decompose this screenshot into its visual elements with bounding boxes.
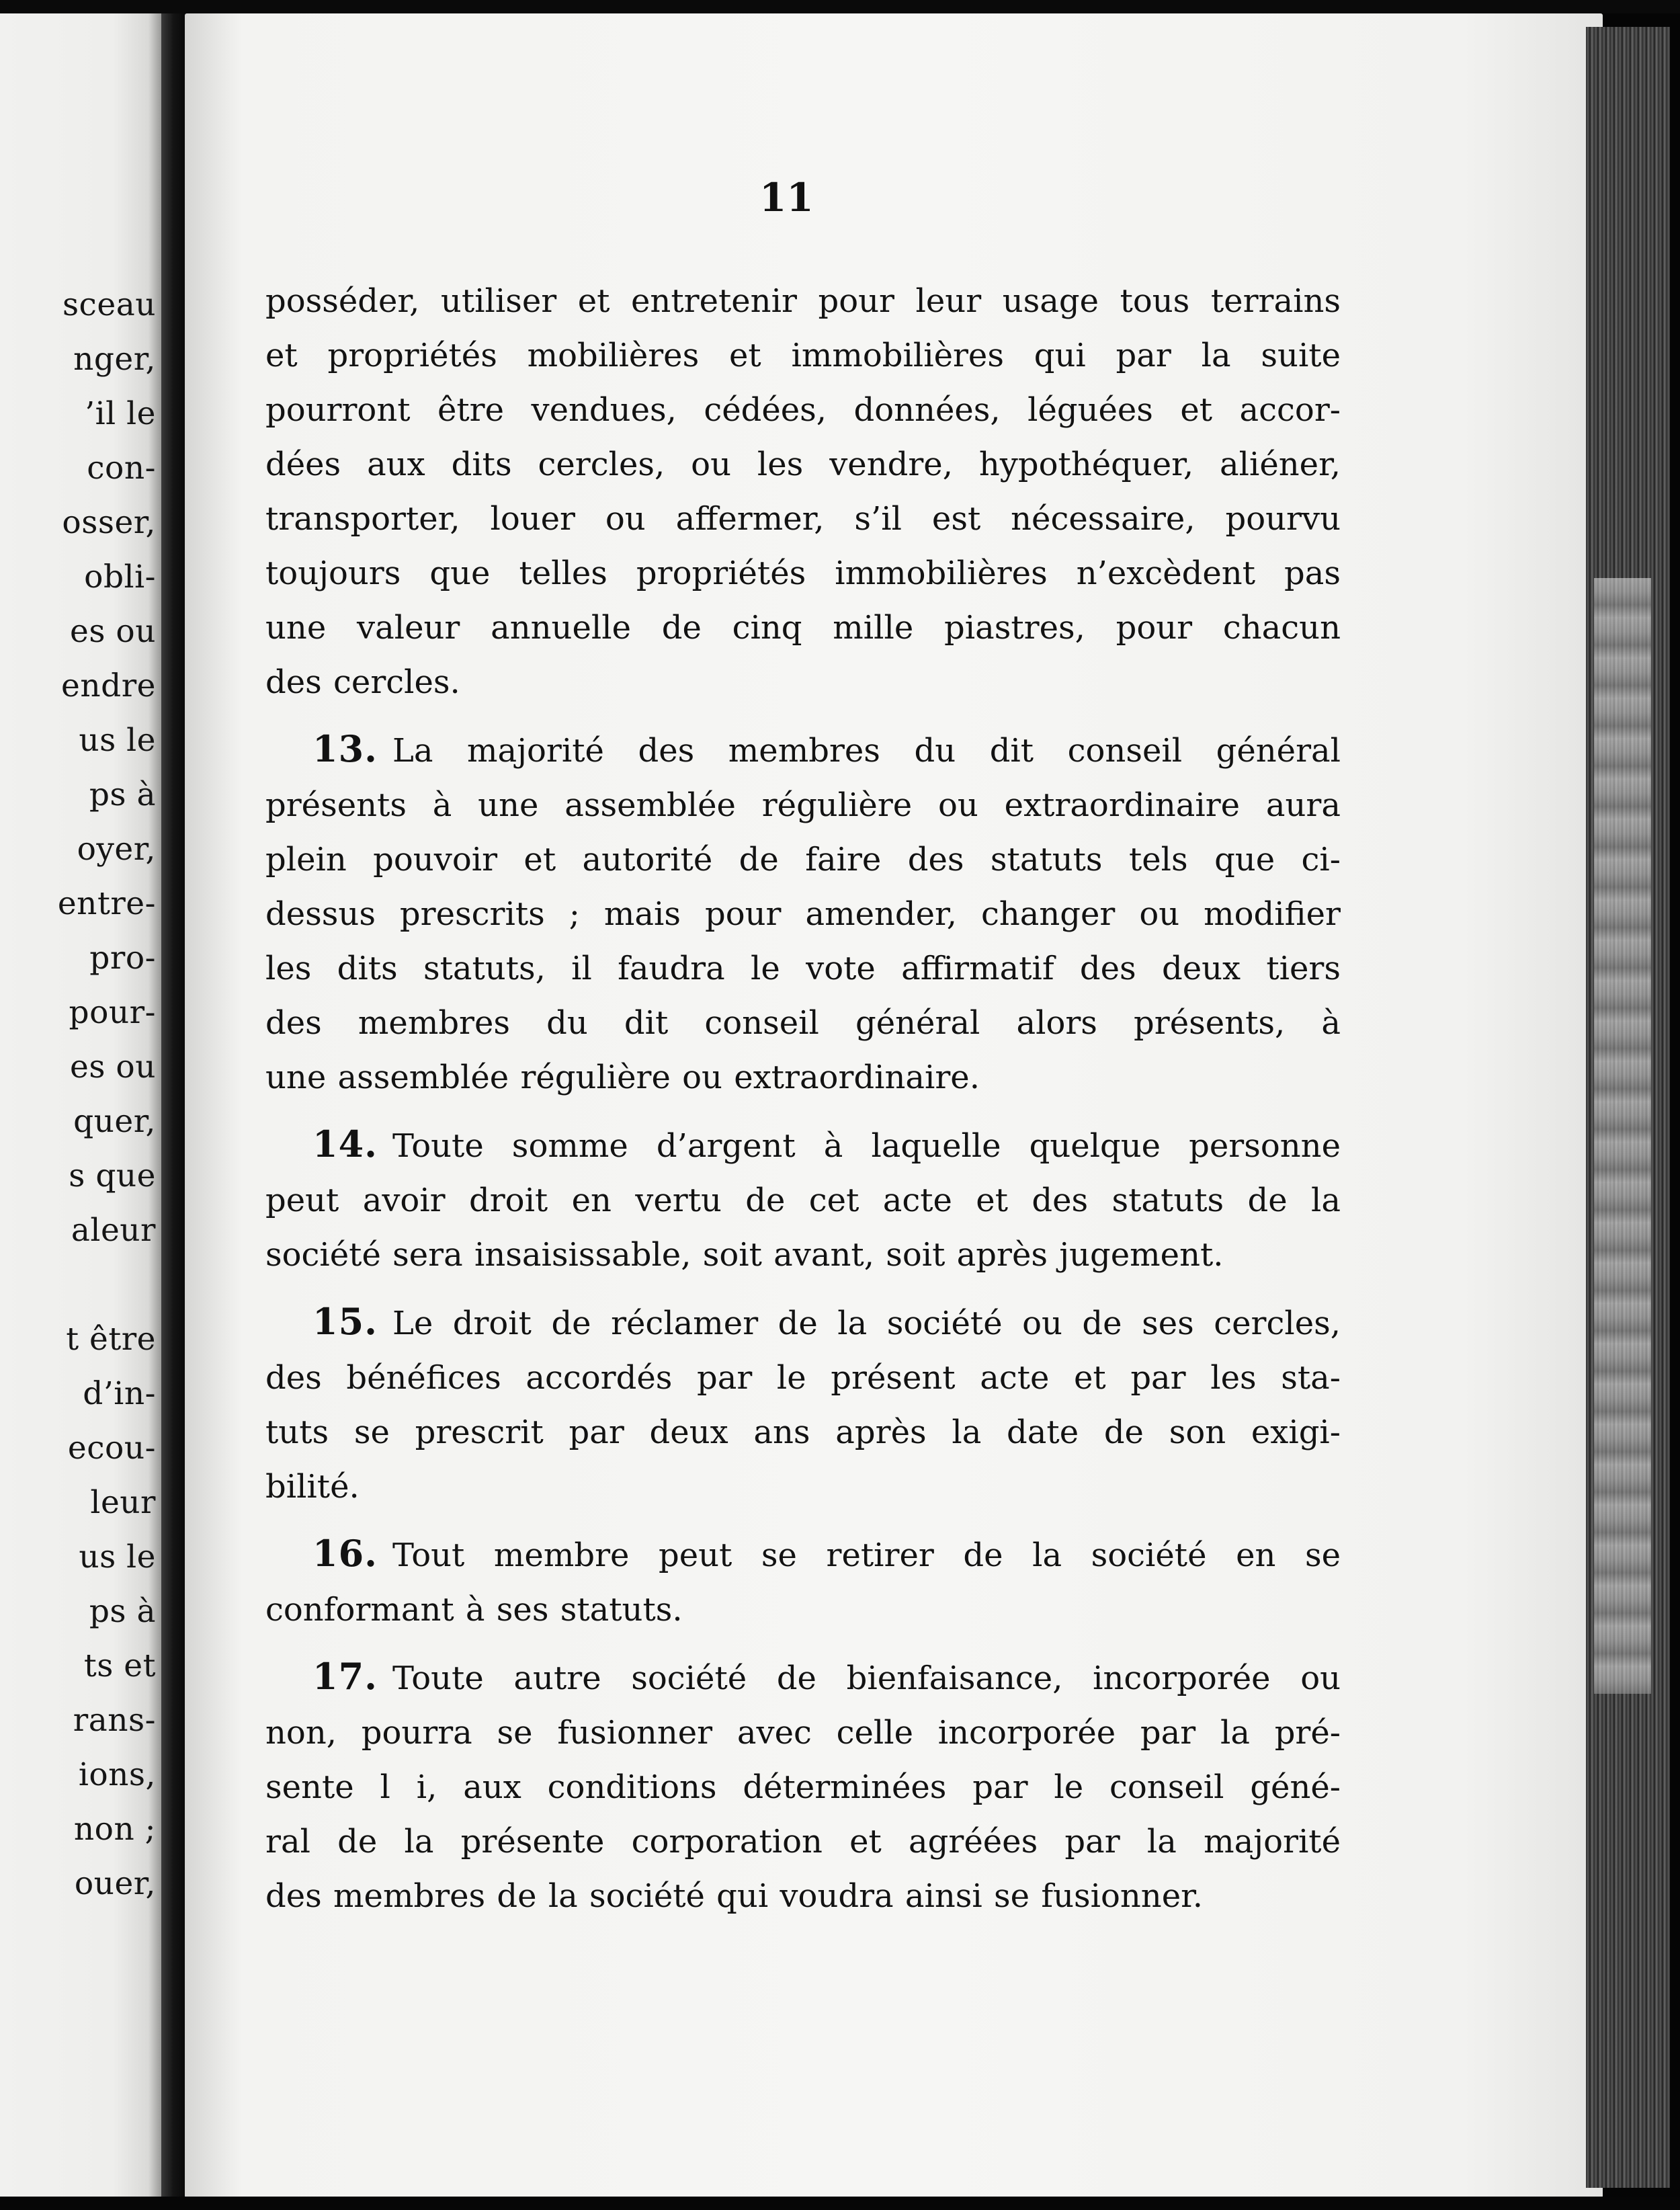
article-number: 13. [312, 727, 378, 770]
scan-bottom-edge [0, 2197, 1680, 2210]
text-line-content: Toute somme d’argent à laquelle quelque personne [392, 1127, 1341, 1165]
text-line [265, 438, 1341, 492]
text-line-content: Tout membre peut se retirer de la société en se [392, 1537, 1341, 1574]
text-line [265, 833, 1341, 887]
text-line-content: les dits statuts, il faudra le vote affirmatif des deux tiers [265, 950, 1341, 987]
text-line-content: toujours que telles propriétés immobilières n’excèdent pas [265, 555, 1341, 592]
text-line-content: des membres de la société qui voudra ainsi se fusionner. [265, 1877, 1204, 1915]
page-body-text [265, 274, 1341, 1936]
text-line-content: La majorité des membres du dit conseil général [392, 732, 1341, 770]
left-page-text-fragment: con- [87, 450, 156, 487]
text-line-content: Toute autre société de bienfaisance, incorporée ou [392, 1660, 1341, 1697]
left-page-text-fragment: endre [61, 667, 156, 704]
text-line-content: posséder, utiliser et entretenir pour leur usage tous terrains [265, 282, 1341, 320]
text-line-content: bilité. [265, 1468, 360, 1506]
left-page-text-fragment: t être [66, 1321, 156, 1358]
text-line-content: et propriétés mobilières et immobilières qui par la suite [265, 337, 1341, 374]
text-line [265, 996, 1341, 1051]
text-line [265, 1526, 1341, 1583]
text-line [265, 1649, 1341, 1706]
article-number: 17. [312, 1655, 378, 1698]
text-line [265, 383, 1341, 438]
left-page-text-fragment: non ; [73, 1811, 156, 1848]
text-line [265, 601, 1341, 655]
left-page-text-fragment: ecou- [67, 1430, 156, 1467]
text-line-content: société sera insaisissable, soit avant, soit après jugement. [265, 1236, 1224, 1274]
text-line-content: plein pouvoir et autorité de faire des statuts tels que ci- [265, 841, 1341, 878]
text-line [265, 1706, 1341, 1760]
text-line [265, 1295, 1341, 1351]
text-line-content: une assemblée régulière ou extraordinaire. [265, 1059, 980, 1096]
text-line [265, 1228, 1341, 1282]
text-line [265, 1760, 1341, 1815]
article-paragraph [265, 274, 1341, 710]
text-line-content: dessus prescrits ; mais pour amender, changer ou modifier [265, 895, 1341, 933]
text-line-content: tuts se prescrit par deux ans après la date de son exigi- [265, 1414, 1341, 1451]
text-line [265, 1815, 1341, 1869]
left-page-text-fragment: ions, [78, 1756, 156, 1793]
text-line-content: présents à une assemblée régulière ou extraordinaire aura [265, 786, 1341, 824]
fore-edge-highlight [1594, 578, 1651, 1694]
text-line-content: non, pourra se fusionner avec celle incorporée par la pré- [265, 1714, 1341, 1752]
left-page-text-fragment: ps à [89, 776, 156, 813]
left-page-text-fragment: quer, [73, 1103, 156, 1140]
left-page-text-fragment: d’in- [83, 1375, 156, 1412]
text-line-content: dées aux dits cercles, ou les vendre, hypothéquer, aliéner, [265, 446, 1341, 483]
left-page-text-fragment: oyer, [77, 831, 156, 868]
left-page-text-fragment: entre- [57, 885, 156, 922]
scan-top-edge [0, 0, 1680, 13]
left-page-text-fragment: sceau [62, 286, 156, 323]
text-line-content: des membres du dit conseil général alors présents, à [265, 1004, 1341, 1042]
article-paragraph [265, 1117, 1341, 1282]
left-page-text-fragment: nger, [73, 341, 156, 378]
text-line [265, 1405, 1341, 1460]
text-line-content: Le droit de réclamer de la société ou de ses cercles, [392, 1305, 1341, 1342]
text-line-content: ral de la présente corporation et agréées par la majorité [265, 1823, 1341, 1860]
text-line-content: des cercles. [265, 663, 460, 701]
text-line-content: des bénéfices accordés par le présent acte et par les sta- [265, 1359, 1341, 1397]
text-line-content: une valeur annuelle de cinq mille piastres, pour chacun [265, 609, 1341, 647]
page-number: 11 [759, 175, 814, 220]
left-page-text-fragment: leur [90, 1484, 156, 1521]
left-page-text-fragment: ’il le [85, 395, 156, 432]
left-page-text-fragment: ouer, [74, 1865, 156, 1902]
left-page-text-fragment: ts et [83, 1647, 156, 1684]
text-line [265, 1174, 1341, 1228]
text-line [265, 1351, 1341, 1405]
text-line-content: peut avoir droit en vertu de cet acte et des statuts de la [265, 1182, 1341, 1219]
left-page-text-fragment: es ou [70, 1049, 156, 1086]
article-number: 14. [312, 1122, 378, 1165]
text-line [265, 887, 1341, 942]
left-page-text-fragment: s que [69, 1157, 156, 1194]
text-line [265, 1051, 1341, 1105]
text-line [265, 546, 1341, 601]
article-paragraph [265, 1649, 1341, 1924]
text-line [265, 942, 1341, 996]
text-line-content: transporter, louer ou affermer, s’il est nécessaire, pourvu [265, 500, 1341, 538]
text-line-content: pourront être vendues, cédées, données, léguées et accor- [265, 391, 1341, 429]
left-page-text-fragment: aleur [71, 1212, 156, 1249]
text-line-content: sente l i, aux conditions déterminées par le conseil géné- [265, 1768, 1341, 1806]
left-page-text-fragment: us le [79, 1539, 156, 1575]
left-page-text-fragment: obli- [84, 559, 156, 596]
left-page-text-fragment: pour- [69, 994, 156, 1031]
left-page-text-fragment: es ou [70, 613, 156, 650]
left-facing-page [0, 13, 161, 2197]
text-line [265, 1460, 1341, 1514]
text-line [265, 1583, 1341, 1637]
article-number: 16. [312, 1532, 378, 1575]
text-line [265, 492, 1341, 546]
text-line [265, 1117, 1341, 1174]
left-page-text-fragment: ps à [89, 1593, 156, 1630]
text-line [265, 722, 1341, 778]
text-line [265, 274, 1341, 329]
text-line [265, 778, 1341, 833]
text-line-content: conformant à ses statuts. [265, 1591, 683, 1629]
text-line [265, 329, 1341, 383]
left-page-text-fragment: osser, [62, 504, 156, 541]
left-page-text-fragment: rans- [73, 1702, 156, 1739]
article-paragraph [265, 722, 1341, 1105]
article-paragraph [265, 1526, 1341, 1637]
article-paragraph [265, 1295, 1341, 1514]
article-number: 15. [312, 1300, 378, 1343]
text-line [265, 1869, 1341, 1924]
text-line [265, 655, 1341, 710]
left-page-text-fragment: pro- [89, 940, 156, 977]
left-page-text-fragment: us le [79, 722, 156, 759]
